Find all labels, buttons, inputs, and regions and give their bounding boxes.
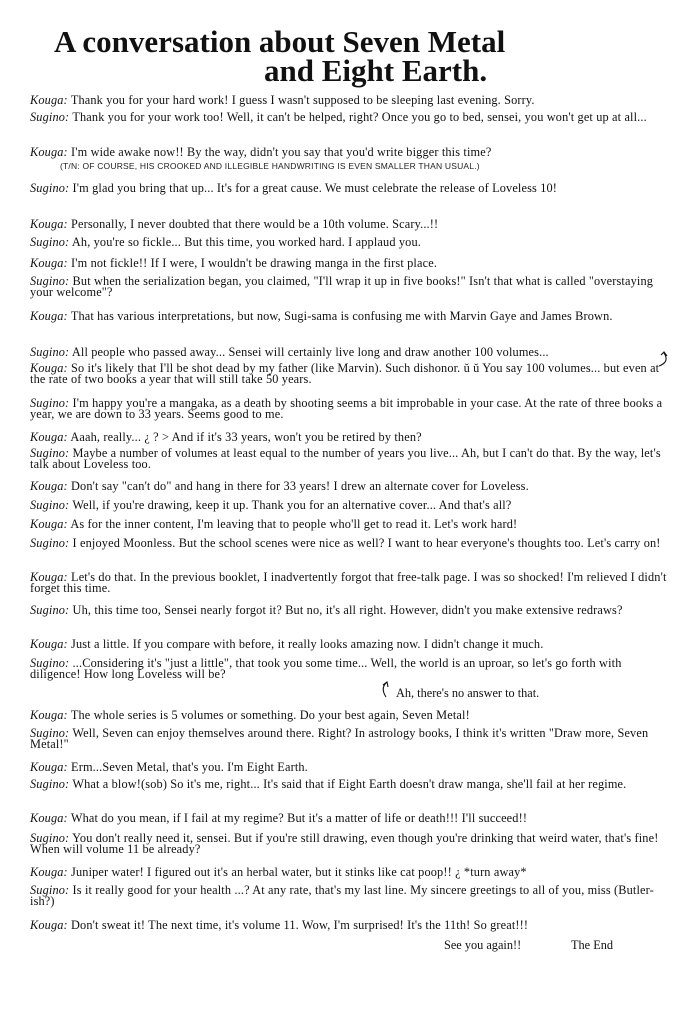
page-title-line-2: and Eight Earth. — [264, 53, 488, 88]
speaker-label: Kouga: — [30, 517, 68, 531]
speaker-label: Kouga: — [30, 430, 68, 444]
dialogue-text: Is it really good for your health ...? At any rate, that's my last line. My sincere greetings to all of you, miss (Butler-ish?) — [30, 883, 654, 908]
dialogue-line — [30, 762, 670, 773]
dialogue-text: But when the serialization began, you claimed, "I'll wrap it up in five books!" Isn't that what is called "overstaying your welcome"? — [30, 274, 654, 299]
dialogue-text: That has various interpretations, but now, Sugi-sama is confusing me with Marvin Gaye and James Brown. — [70, 309, 613, 323]
closing-the-end: The End — [571, 938, 614, 952]
speaker-label: Sugino: — [30, 883, 70, 897]
speaker-label: Sugino: — [30, 831, 70, 845]
closing-see-you: See you again!! — [444, 938, 522, 952]
dialogue-line — [30, 432, 670, 443]
speaker-label: Kouga: — [30, 479, 68, 493]
speaker-label: Sugino: — [30, 656, 70, 670]
page-title-line-1: A conversation about Seven Metal — [54, 24, 506, 59]
dialogue-line — [30, 885, 670, 907]
dialogue-line — [30, 237, 670, 248]
dialogue-text: Well, if you're drawing, keep it up. Thank you for an alternative cover... And that's all? — [72, 498, 512, 512]
dialogue-text: What a blow!(sob) So it's me, right... It's said that if Eight Earth doesn't draw manga, she'll fail at her regime. — [72, 777, 627, 791]
speaker-label: Sugino: — [30, 110, 70, 124]
speaker-label: Kouga: — [30, 637, 68, 651]
dialogue-line — [30, 833, 670, 855]
speaker-label: Sugino: — [30, 536, 70, 550]
speaker-label: Kouga: — [30, 918, 68, 932]
dialogue-line — [30, 112, 670, 123]
dialogue-text: Juniper water! I figured out it's an herbal water, but it stinks like cat poop!! ¿ *turn away* — [71, 865, 527, 879]
dialogue-text: The whole series is 5 volumes or something. Do your best again, Seven Metal! — [70, 708, 470, 722]
curved-arrow-icon — [378, 680, 390, 700]
dialogue-text: So it's likely that I'll be shot dead by my father (like Marvin). Such dishonor. ǔ ǔ You say 100 volumes... but even at the rate of two books a year that will still take 50 years. — [30, 361, 660, 386]
dialogue-line — [30, 258, 670, 269]
translator-note: (T/N: OF COURSE, HIS CROOKED AND ILLEGIBLE HANDWRITING IS EVEN SMALLER THAN USUAL.) — [60, 161, 480, 171]
dialogue-text: I'm happy you're a mangaka, as a death by shooting seems a bit improbable in your case. At the rate of three books a year, we are down to 33 years. Seems good to me. — [30, 396, 663, 421]
speaker-label: Sugino: — [30, 498, 70, 512]
curved-arrow-icon — [656, 350, 672, 368]
dialogue-line — [30, 363, 670, 385]
speaker-label: Sugino: — [30, 181, 70, 195]
dialogue-line — [30, 728, 670, 750]
dialogue-text: I'm glad you bring that up... It's for a great cause. We must celebrate the release of Loveless 10! — [72, 181, 558, 195]
speaker-label: Kouga: — [30, 760, 68, 774]
dialogue-line — [30, 219, 670, 230]
speaker-label: Sugino: — [30, 396, 70, 410]
dialogue-line — [30, 572, 670, 594]
dialogue-line — [30, 448, 670, 470]
speaker-label: Kouga: — [30, 570, 68, 584]
speaker-label: Sugino: — [30, 446, 70, 460]
speaker-label: Kouga: — [30, 309, 68, 323]
dialogue-line — [30, 867, 670, 878]
dialogue-text: ...Considering it's "just a little", that took you some time... Well, the world is an uproar, so let's go forth with diligence! How long Loveless will be? — [30, 656, 622, 681]
dialogue-line — [30, 481, 670, 492]
speaker-label: Kouga: — [30, 217, 68, 231]
dialogue-line — [30, 398, 670, 420]
speaker-label: Kouga: — [30, 811, 68, 825]
dialogue-line — [30, 605, 670, 616]
dialogue-line — [30, 710, 670, 721]
dialogue-line — [30, 538, 670, 549]
speaker-label: Sugino: — [30, 603, 70, 617]
dialogue-line — [30, 95, 670, 106]
dialogue-line — [30, 347, 670, 358]
dialogue-text: I enjoyed Moonless. But the school scenes were nice as well? I want to hear everyone's thoughts too. Let's carry on! — [72, 536, 661, 550]
speaker-label: Kouga: — [30, 708, 68, 722]
speaker-label: Kouga: — [30, 93, 68, 107]
speaker-label: Sugino: — [30, 345, 70, 359]
dialogue-line — [30, 183, 670, 194]
dialogue-text: Let's do that. In the previous booklet, I inadvertently forgot that free-talk page. I was so shocked! I'm relieved I didn't forget this time. — [30, 570, 667, 595]
dialogue-text: Just a little. If you compare with before, it really looks amazing now. I didn't change it much. — [71, 637, 544, 651]
dialogue-text: Aaah, really... ¿ ? > And if it's 33 years, won't you be retired by then? — [70, 430, 422, 444]
dialogue-line — [30, 276, 670, 298]
dialogue-text: Ah, you're so fickle... But this time, you worked hard. I applaud you. — [71, 235, 421, 249]
speaker-label: Kouga: — [30, 865, 68, 879]
dialogue-text: Don't sweat it! The next time, it's volume 11. Wow, I'm surprised! It's the 11th! So great!!! — [71, 918, 529, 932]
dialogue-text: Uh, this time too, Sensei nearly forgot it? But no, it's all right. However, didn't you make extensive redraws? — [72, 603, 623, 617]
dialogue-line — [30, 813, 670, 824]
dialogue-text: I'm wide awake now!! By the way, didn't you say that you'd write bigger this time? — [71, 145, 492, 159]
dialogue-line — [30, 639, 670, 650]
speaker-label: Kouga: — [30, 361, 68, 375]
dialogue-line — [30, 311, 670, 322]
speaker-label: Sugino: — [30, 726, 70, 740]
dialogue-line — [30, 500, 670, 511]
dialogue-line — [30, 779, 670, 790]
aside-no-answer: Ah, there's no answer to that. — [396, 686, 540, 700]
dialogue-text: Well, Seven can enjoy themselves around there. Right? In astrology books, I think it's written "Draw more, Seven Metal!" — [30, 726, 649, 751]
speaker-label: Sugino: — [30, 777, 70, 791]
dialogue-text: What do you mean, if I fail at my regime? But it's a matter of life or death!!! I'll succeed!! — [70, 811, 528, 825]
speaker-label: Sugino: — [30, 274, 70, 288]
dialogue-text: Maybe a number of volumes at least equal to the number of years you live... Ah, but I can't do that. By the way, let's talk about Loveless too. — [30, 446, 661, 471]
speaker-label: Kouga: — [30, 256, 68, 270]
dialogue-line — [30, 147, 670, 158]
dialogue-line — [30, 658, 670, 680]
dialogue-line — [30, 519, 670, 530]
dialogue-text: As for the inner content, I'm leaving that to people who'll get to read it. Let's work hard! — [70, 517, 518, 531]
dialogue-text: Personally, I never doubted that there would be a 10th volume. Scary...!! — [71, 217, 439, 231]
speaker-label: Kouga: — [30, 145, 68, 159]
dialogue-text: Erm...Seven Metal, that's you. I'm Eight Earth. — [71, 760, 308, 774]
dialogue-text: All people who passed away... Sensei will certainly live long and draw another 100 volumes... — [71, 345, 549, 359]
dialogue-text: I'm not fickle!! If I were, I wouldn't be drawing manga in the first place. — [71, 256, 438, 270]
dialogue-text: Thank you for your hard work! I guess I wasn't supposed to be sleeping last evening. Sorry. — [70, 93, 535, 107]
speaker-label: Sugino: — [30, 235, 70, 249]
dialogue-line — [30, 920, 670, 931]
dialogue-text: Don't say "can't do" and hang in there for 33 years! I drew an alternate cover for Loveless. — [71, 479, 529, 493]
dialogue-text: You don't really need it, sensei. But if you're still drawing, even though you're drinking that weird water, that's fine! When will volume 11 be already? — [30, 831, 659, 856]
dialogue-text: Thank you for your work too! Well, it can't be helped, right? Once you go to bed, sensei, you won't get up at all... — [72, 110, 647, 124]
